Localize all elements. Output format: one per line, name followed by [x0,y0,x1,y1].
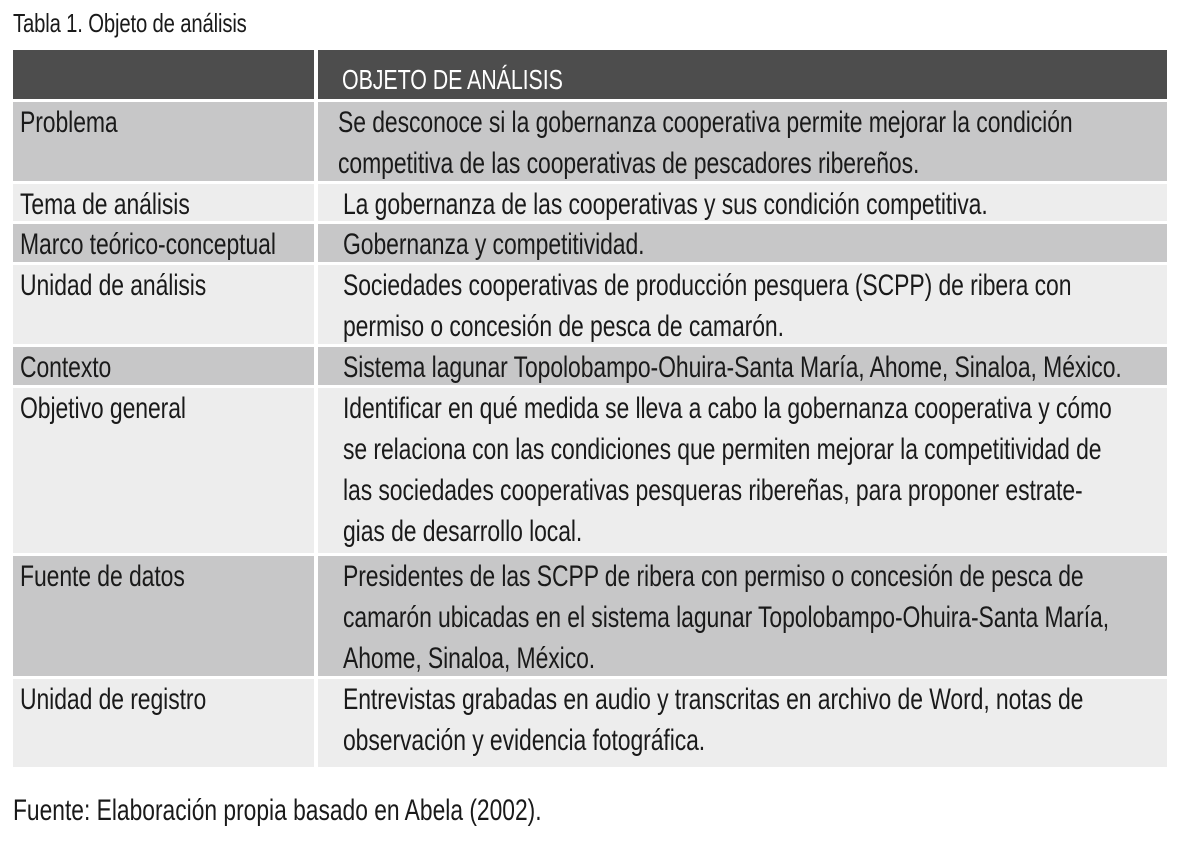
table-row-label [13,388,318,556]
analysis-table [13,50,1167,784]
table-row-label [13,347,318,388]
row-label-contexto: Contexto [20,351,112,384]
row-value-contexto: Sistema lagunar Topolobampo-Ohuira-Santa María, Ahome, Sinaloa, México. [343,351,1122,384]
table-row-value [318,679,1167,767]
table-row-value [318,184,1167,224]
row-label-fuente: Fuente de datos [20,560,185,593]
row-value-tema: La gobernanza de las cooperativas y sus condición competitiva. [343,188,988,221]
row-label-marco: Marco teórico-conceptual [20,228,276,261]
row-value-marco: Gobernanza y competitividad. [343,228,645,261]
table-caption: Tabla 1. Objeto de análisis [13,8,247,38]
table-row-label [13,679,318,767]
table-source-note: Fuente: Elaboración propia basado en Abela (2002). [13,794,542,827]
row-label-registro: Unidad de registro [20,683,207,716]
table-row-value [318,224,1167,265]
table-row-label [13,184,318,224]
row-label-tema: Tema de análisis [20,188,190,221]
table-row-value [318,556,1167,679]
table-row-label [13,102,318,184]
row-value-fuente: Presidentes de las SCPP de ribera con permiso o concesión de pesca de camarón ubicadas en el sistema lagunar Topolobampo-Ohuira-Santa María, Ahome, Sinaloa, México. [343,560,1110,675]
row-value-registro: Entrevistas grabadas en audio y transcritas en archivo de Word, notas de observación y evidencia fotográfica. [343,683,1084,757]
row-label-objetivo: Objetivo general [20,392,186,425]
table-row-label [13,265,318,347]
table-row-label [13,224,318,265]
header-title-cell [318,50,1167,102]
row-label-problema: Problema [20,106,118,139]
header-left-text [20,50,308,66]
row-value-problema: Se desconoce si la gobernanza cooperativa permite mejorar la condición competitiva de las cooperativas de pescadores ribereños. [338,106,1073,180]
table-row-value [318,265,1167,347]
row-value-objetivo: Identificar en qué medida se lleva a cabo la gobernanza cooperativa y cómo se relaciona con las condiciones que permiten mejorar la competitividad de las sociedades cooperativas pesqueras ribereñas, para proponer estrate- gias de desarrollo local. [343,392,1112,548]
table-row-label [13,556,318,679]
header-title: OBJETO DE ANÁLISIS [342,64,563,95]
table-row-value [318,388,1167,556]
table-row-value [318,347,1167,388]
table-row-value [318,102,1167,184]
header-empty-cell [13,50,318,102]
row-label-unidad-analisis: Unidad de análisis [20,269,207,302]
row-value-unidad-analisis: Sociedades cooperativas de producción pesquera (SCPP) de ribera con permiso o concesión de pesca de camarón. [343,269,1072,343]
